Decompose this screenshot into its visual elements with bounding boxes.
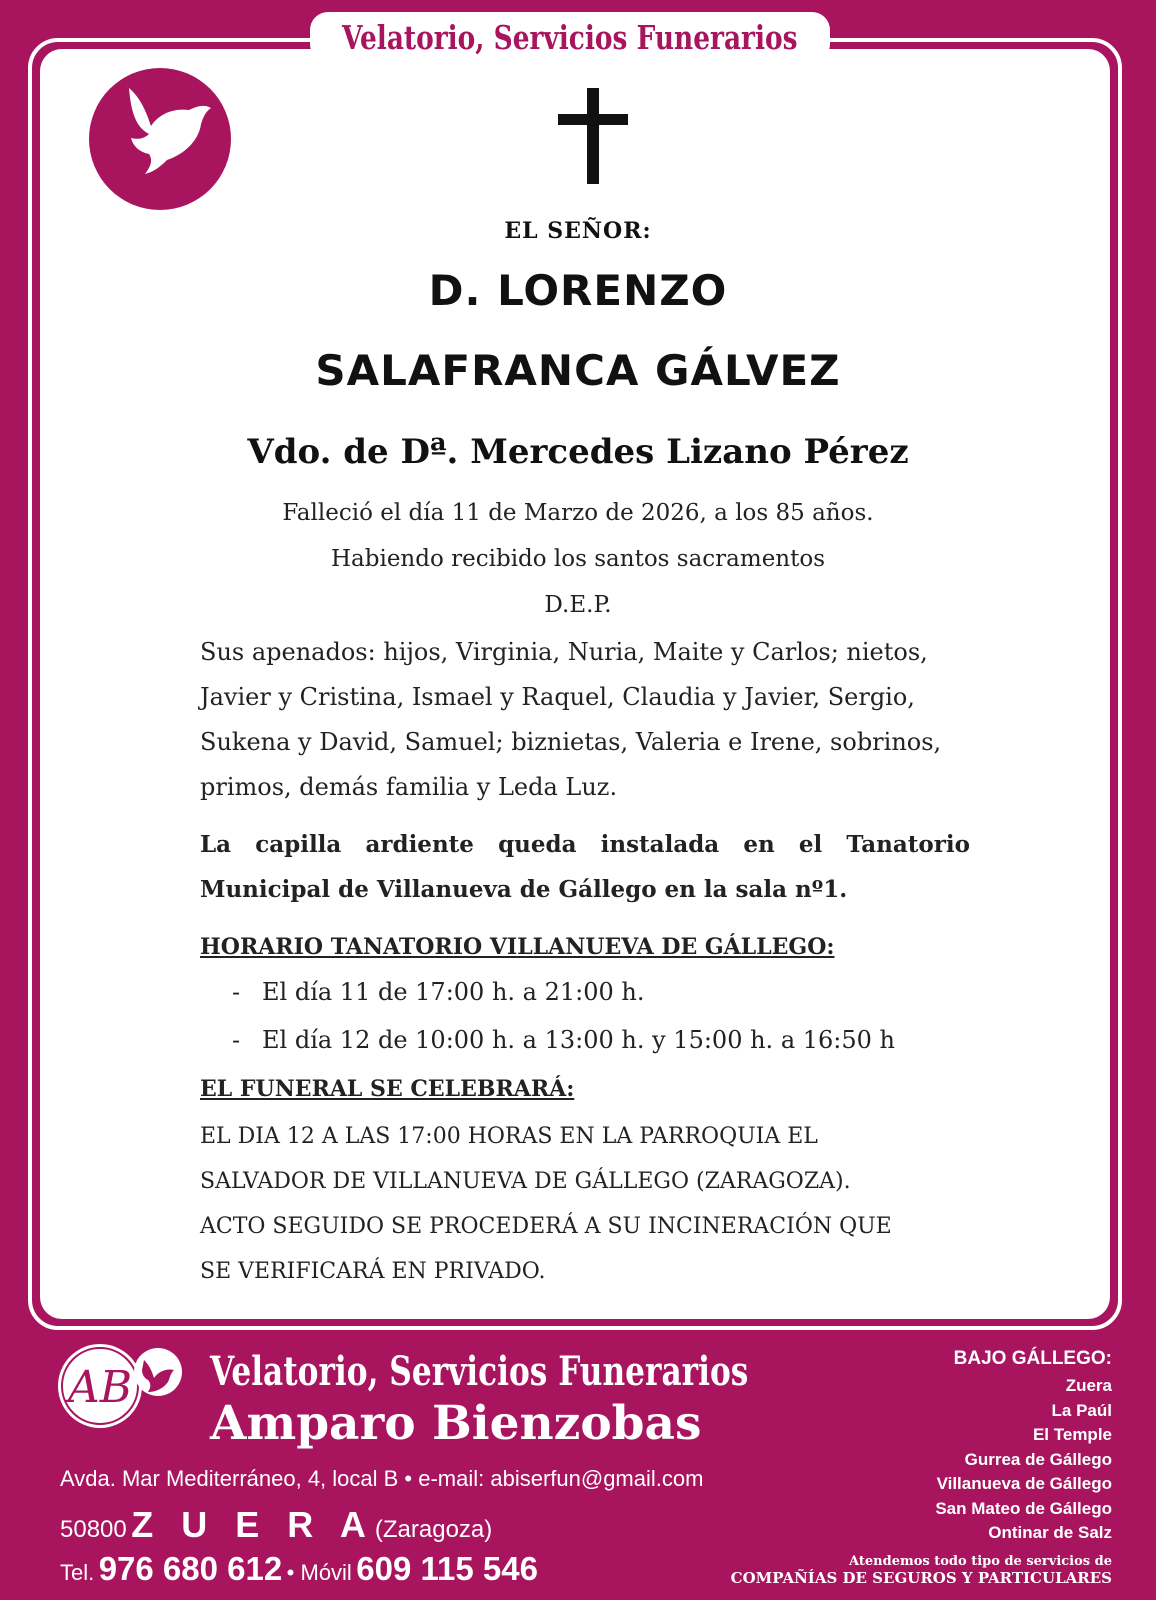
deceased-name-line2: SALAFRANCA GÁLVEZ xyxy=(315,346,841,395)
capilla-word: queda xyxy=(498,831,577,858)
dove-icon xyxy=(89,68,231,210)
notice-title: EL SEÑOR: xyxy=(504,218,652,244)
town-item: El Temple xyxy=(1032,1425,1112,1444)
list-dash: - xyxy=(232,1026,241,1054)
movil-number: 609 115 546 xyxy=(356,1550,538,1587)
capilla-word: ardiente xyxy=(365,831,474,858)
capilla-ardiente xyxy=(200,822,980,912)
ab-dove-logo-icon xyxy=(56,1340,186,1430)
funeral-line: EL DIA 12 A LAS 17:00 HORAS EN LA PARROQUIA EL xyxy=(200,1124,818,1149)
capilla-word: el xyxy=(798,831,823,858)
town-item: Zuera xyxy=(1065,1376,1112,1395)
widow-of: Vdo. de Dª. Mercedes Lizano Pérez xyxy=(247,432,909,472)
family-line: Javier y Cristina, Ismael y Raquel, Claudia y Javier, Sergio, xyxy=(200,683,915,711)
schedule-text: El día 11 de 17:00 h. a 21:00 h. xyxy=(262,978,645,1006)
schedule-heading: HORARIO TANATORIO VILLANUEVA DE GÁLLEGO: xyxy=(200,934,835,960)
phone-line xyxy=(60,1550,538,1588)
funeral-line: ACTO SEGUIDO SE PROCEDERÁ A SU INCINERACIÓN QUE xyxy=(200,1214,892,1239)
capilla-word: La xyxy=(200,831,232,858)
logo-letters: AB xyxy=(67,1362,133,1413)
funeral-line: SE VERIFICARÁ EN PRIVADO. xyxy=(200,1259,546,1284)
family-line: primos, demás familia y Leda Luz. xyxy=(200,773,618,801)
death-date: Falleció el día 11 de Marzo de 2026, a los 85 años. xyxy=(282,500,874,526)
family-list xyxy=(200,630,980,810)
town-item: Villanueva de Gállego xyxy=(936,1474,1112,1493)
town-item: La Paúl xyxy=(1051,1400,1112,1420)
services-line2: COMPAÑÍAS DE SEGUROS Y PARTICULARES xyxy=(730,1569,1112,1587)
schedule-item xyxy=(232,978,1012,1006)
tel-number: 976 680 612 xyxy=(98,1550,283,1587)
capilla-line1 xyxy=(200,822,970,867)
funeral-details xyxy=(200,1114,980,1294)
funeral-heading: EL FUNERAL SE CELEBRARÁ: xyxy=(200,1076,575,1102)
capilla-word: instalada xyxy=(600,831,720,858)
family-line: Sukena y David, Samuel; biznietas, Valeria e Irene, sobrinos, xyxy=(200,728,942,756)
city-name: Z U E R A xyxy=(131,1504,375,1545)
region-title: BAJO GÁLLEGO: xyxy=(953,1348,1112,1369)
schedule-item xyxy=(232,1026,1012,1054)
top-banner xyxy=(310,12,830,62)
schedule-text: El día 12 de 10:00 h. a 13:00 h. y 15:00 h. a 16:50 h xyxy=(262,1026,895,1054)
deceased-name-line1: D. LORENZO xyxy=(428,266,728,315)
city-line xyxy=(60,1504,492,1546)
services-line1: Atendemos todo tipo de servicios de xyxy=(849,1554,1112,1569)
sacraments-line: Habiendo recibido los santos sacramentos xyxy=(330,546,826,572)
town-item: Ontinar de Salz xyxy=(988,1523,1112,1542)
capilla-word: Tanatorio xyxy=(846,831,970,858)
address-line: Avda. Mar Mediterráneo, 4, local B • e-mail: abiserfun@gmail.com xyxy=(60,1466,704,1491)
capilla-word: capilla xyxy=(255,831,342,858)
town-item: San Mateo de Gállego xyxy=(935,1498,1112,1518)
list-dash: - xyxy=(232,978,241,1006)
tel-label: Tel. xyxy=(60,1560,95,1585)
capilla-word: en xyxy=(743,831,775,858)
company-name: Amparo Bienzobas xyxy=(210,1396,702,1451)
funeral-line: SALVADOR DE VILLANUEVA DE GÁLLEGO (ZARAGOZA). xyxy=(200,1169,851,1194)
movil-label: • Móvil xyxy=(286,1560,352,1585)
zip-code: 50800 xyxy=(60,1516,127,1543)
family-line: Sus apenados: hijos, Virginia, Nuria, Maite y Carlos; nietos, xyxy=(200,638,928,666)
capilla-line2: Municipal de Villanueva de Gállego en la sala nº1. xyxy=(200,876,848,903)
banner-title: Velatorio, Servicios Funerarios xyxy=(342,17,798,57)
dep-line: D.E.P. xyxy=(544,592,612,618)
province: (Zaragoza) xyxy=(374,1516,493,1543)
services-note xyxy=(731,1554,1112,1587)
cross-icon xyxy=(558,88,628,184)
region-list xyxy=(935,1348,1112,1546)
town-item: Gurrea de Gállego xyxy=(964,1449,1112,1469)
footer-title: Velatorio, Servicios Funerarios xyxy=(210,1348,749,1395)
